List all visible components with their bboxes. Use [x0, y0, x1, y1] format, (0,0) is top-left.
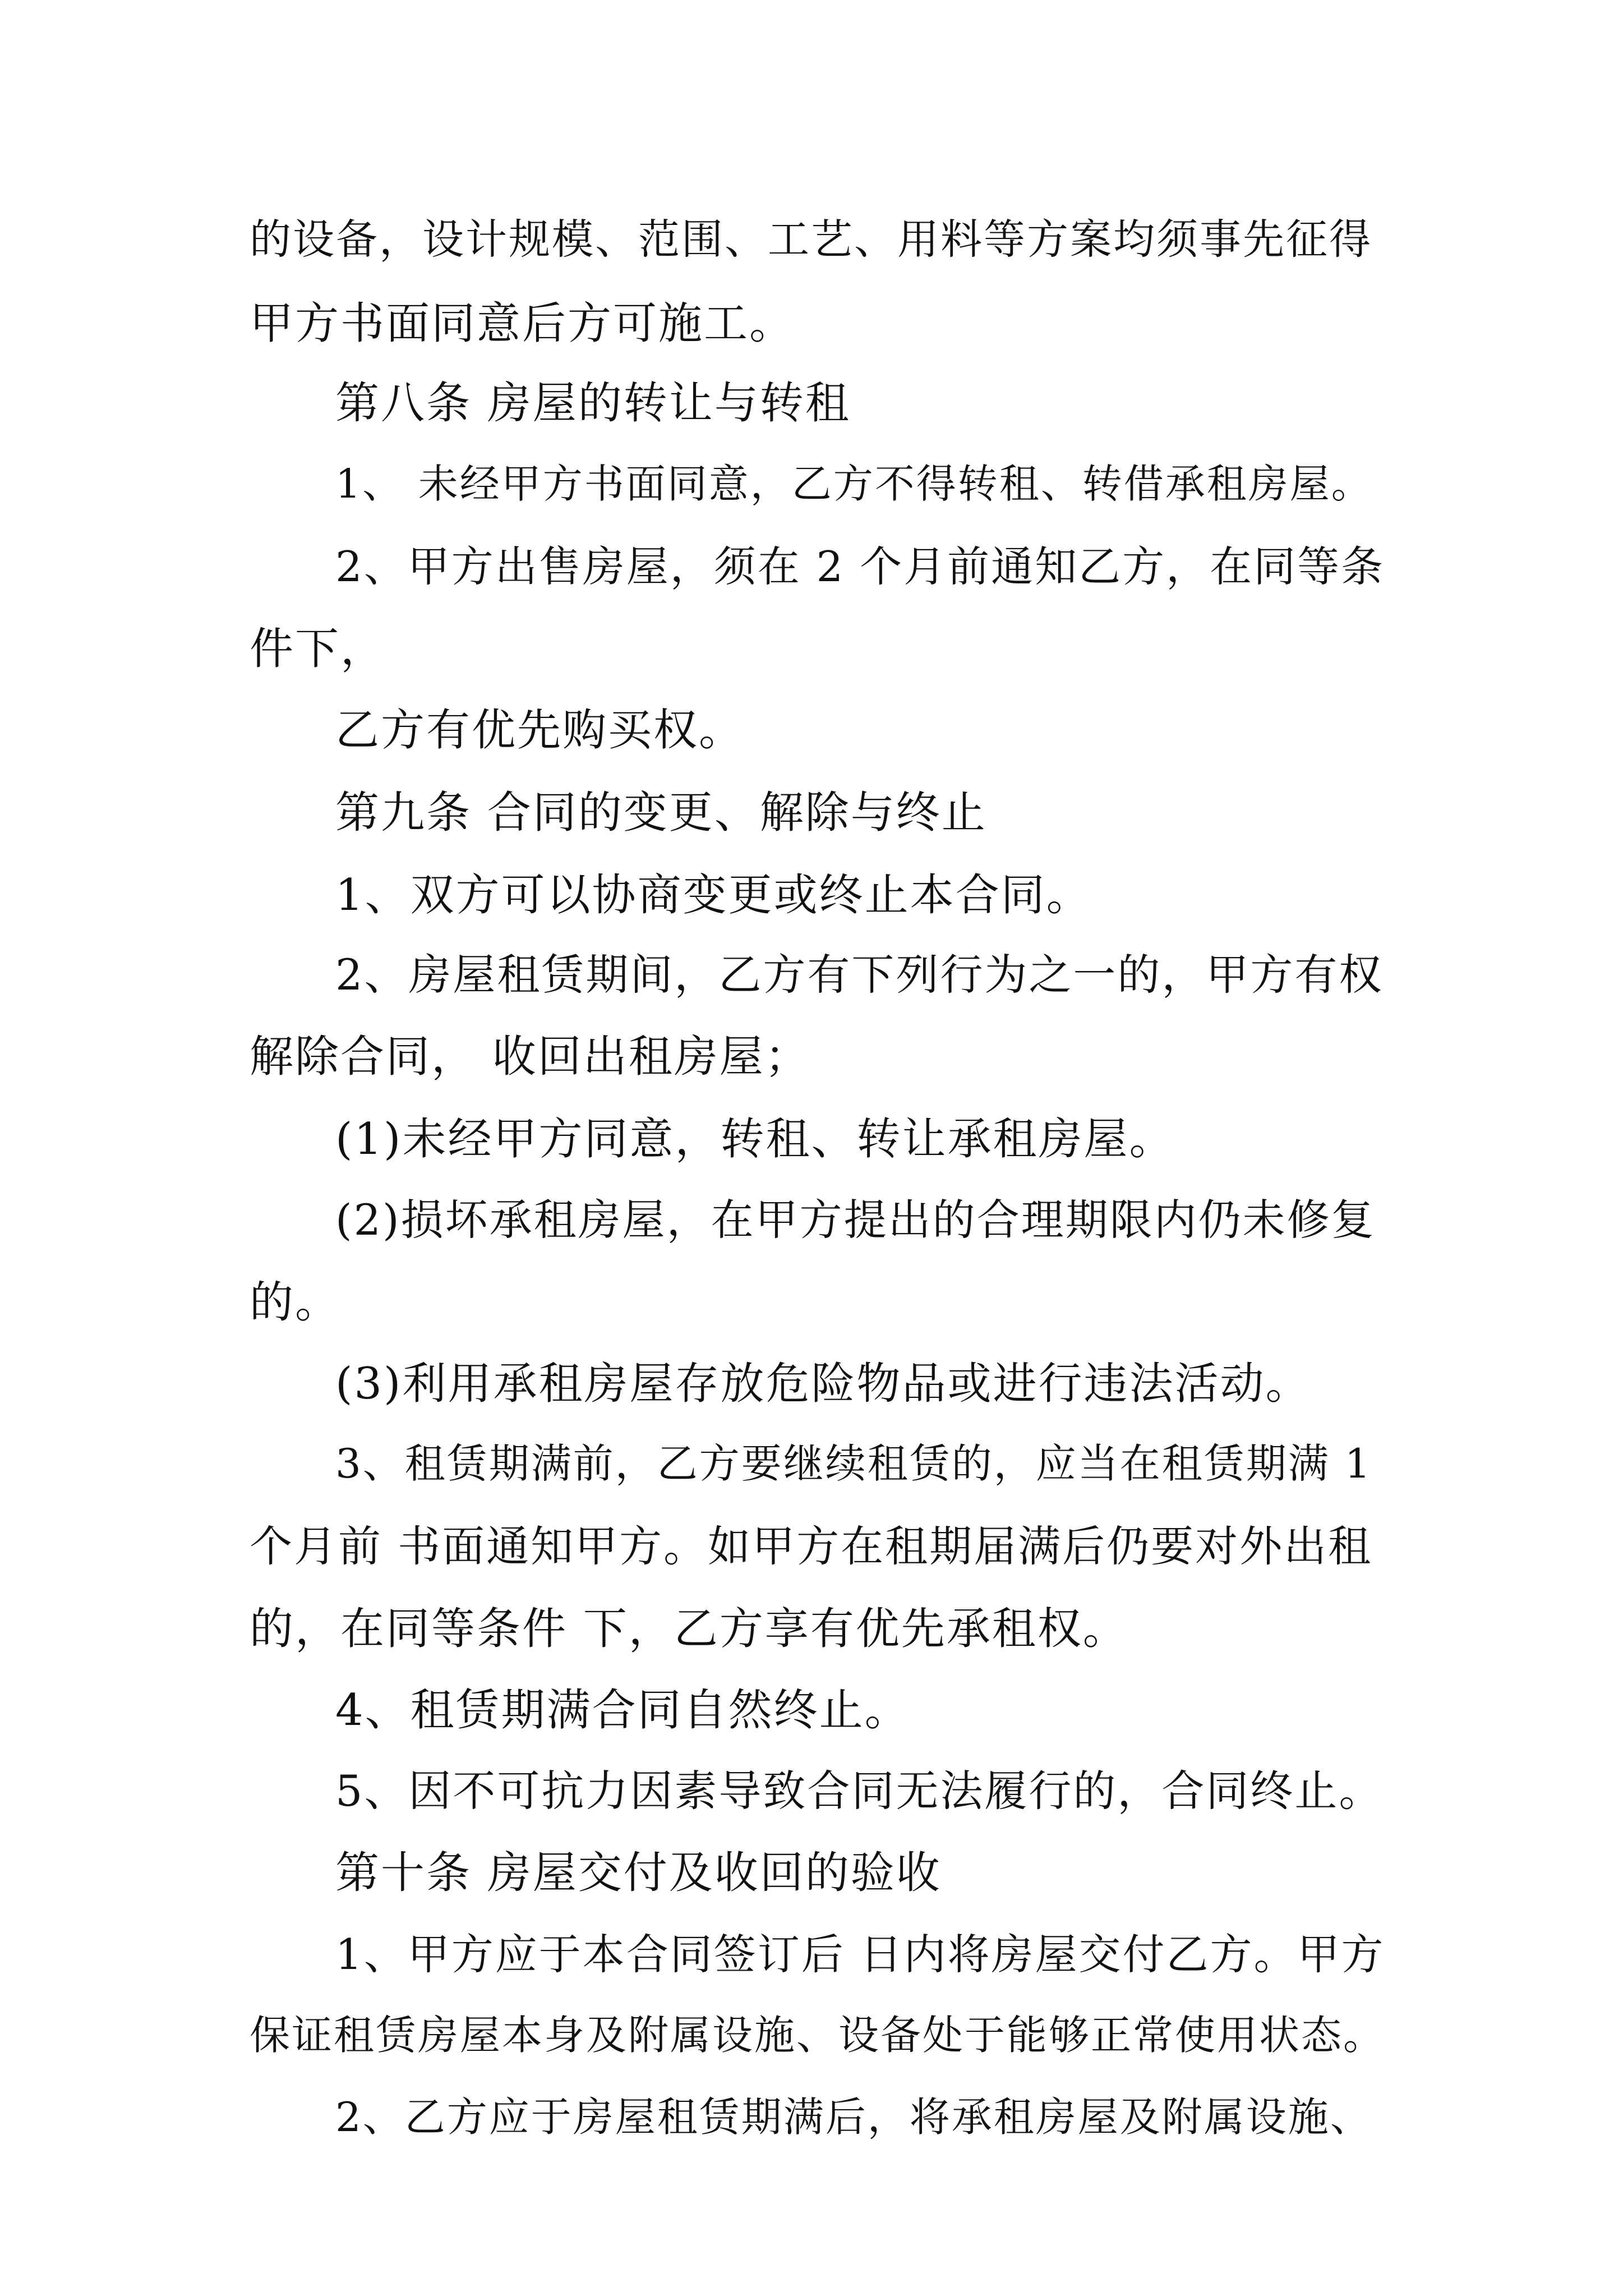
text-line: 件下，: [250, 624, 386, 674]
text-line: 2、甲方出售房屋，须在 2 个月前通知乙方，在同等条: [335, 542, 1385, 591]
text-line: 的，在同等条件 下，乙方享有优先承租权。: [250, 1604, 1128, 1654]
text-line: 1、双方可以协商变更或终止本合同。: [335, 870, 1092, 921]
text-line: 2、乙方应于房屋租赁期满后，将承租房屋及附属设施、: [335, 2093, 1372, 2141]
text-line: 1、 未经甲方书面同意，乙方不得转租、转借承租房屋。: [335, 461, 1373, 507]
text-line: 保证租赁房屋本身及附属设施、设备处于能够正常使用状态。: [250, 2012, 1386, 2059]
text-line: 1、甲方应于本合同签订后 日内将房屋交付乙方。甲方: [335, 1930, 1385, 1979]
text-line: 个月前 书面通知甲方。如甲方在租期届满后仍要对外出租: [250, 1521, 1373, 1571]
text-line: 4、租赁期满合同自然终止。: [335, 1685, 910, 1736]
text-line: 的。: [250, 1277, 341, 1328]
text-line: 乙方有优先购买权。: [335, 705, 745, 756]
text-line: 甲方书面同意后方可施工。: [250, 298, 795, 349]
text-line: (2)损坏承租房屋，在甲方提出的合理期限内仍未修复: [335, 1195, 1376, 1245]
section-heading: 第九条 合同的变更、解除与终止: [335, 788, 987, 838]
text-line: 的设备，设计规模、范围、工艺、用料等方案均须事先征得: [250, 215, 1372, 264]
section-heading: 第八条 房屋的转让与转租: [335, 378, 851, 429]
text-line: (1)未经甲方同意，转租、转让承租房屋。: [335, 1114, 1175, 1165]
text-line: 解除合同， 收回出租房屋；: [250, 1032, 810, 1082]
text-line: 2、房屋租赁期间，乙方有下列行为之一的，甲方有权: [335, 950, 1384, 1000]
section-heading: 第十条 房屋交付及收回的验收: [335, 1848, 942, 1898]
text-line: 5、因不可抗力因素导致合同无法履行的，合同终止。: [335, 1766, 1384, 1816]
text-line: 3、租赁期满前，乙方要继续租赁的，应当在租赁期满 1: [335, 1440, 1372, 1487]
text-line: (3)利用承租房屋存放危险物品或进行违法活动。: [335, 1359, 1311, 1409]
